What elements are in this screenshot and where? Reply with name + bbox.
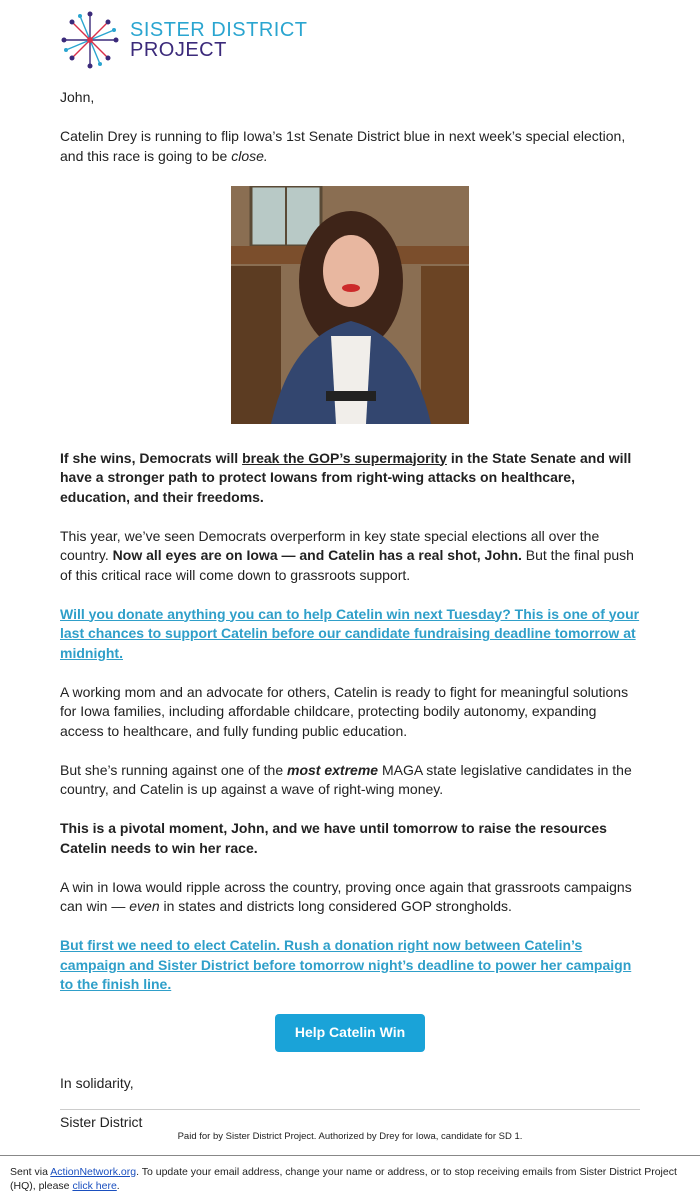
paragraph-intro: Catelin Drey is running to flip Iowa’s 1st Senate District blue in next week’s special election, and this race is going to be close. [60,128,626,164]
footer: Sent via ActionNetwork.org. To update your email address, change your name or address, or to stop receiving emails from Sister District Project (HQ), please click here. [10,1166,677,1192]
logo-wordmark [130,20,308,60]
paragraph-extreme: But she’s running against one of the most extreme MAGA state legislative candidates in the country, and Catelin is up against a wave of right-wing money. [60,761,632,797]
email-body [60,88,640,1152]
paragraph-donate-ask [60,605,640,664]
signoff: In solidarity, [60,1074,134,1091]
divider [60,1109,640,1110]
donate-link-1[interactable]: Will you donate anything you can to help Catelin win next Tuesday? This is one of your last chances to support Catelin before our candidate fundraising deadline tomorrow at midnight. [60,605,640,661]
candidate-photo-wrap [60,186,640,430]
donate-link-2[interactable]: But first we need to elect Catelin. Rush a donation right now between Catelin’s campaign and Sister District before tomorrow night’s deadline to power her campaign to the finish line. [60,937,632,992]
header [60,8,308,72]
logo-line2: PROJECT [130,39,227,61]
candidate-photo [231,186,469,424]
footer-divider [0,1155,700,1156]
paid-for-disclaimer: Paid for by Sister District Project. Authorized by Drey for Iowa, candidate for SD 1. [177,1131,523,1142]
greeting: John, [60,89,95,105]
paragraph-pivotal: This is a pivotal moment, John, and we have until tomorrow to raise the resources Catelin needs to win her race. [60,820,607,856]
paragraph-ripple: A win in Iowa would ripple across the country, proving once again that grassroots campaigns can win — even in states and districts long considered GOP strongholds. [60,878,632,914]
paragraph-rush-donation [60,936,640,995]
cta-row [60,1014,640,1052]
actionnetwork-link[interactable]: ActionNetwork.org [50,1166,137,1178]
paragraph-overperform: This year, we’ve seen Democrats overperform in key state special elections all over the country. Now all eyes are on Iowa — and Catelin has a real shot, John. But the final push of this critical race will come down to grassroots support. [60,527,634,583]
starburst-logo-icon [60,10,120,70]
paragraph-supermajority: If she wins, Democrats will break the GOP’s supermajority in the State Senate and will have a stronger path to protect Iowans from right-wing attacks on healthcare, education, and their freedoms. [60,449,632,505]
supermajority-link[interactable]: break the GOP’s supermajority [242,449,447,466]
logo-line1: SISTER DISTRICT [130,19,308,41]
paragraph-working-mom: A working mom and an advocate for others, Catelin is ready to fight for meaningful solutions for Iowa families, including affordable childcare, protecting bodily autonomy, expanding access to healthcare, and fully funding public education. [60,683,629,739]
unsubscribe-link[interactable]: click here [72,1180,117,1192]
signature: Sister District [60,1113,143,1130]
help-catelin-win-button[interactable]: Help Catelin Win [275,1014,425,1052]
